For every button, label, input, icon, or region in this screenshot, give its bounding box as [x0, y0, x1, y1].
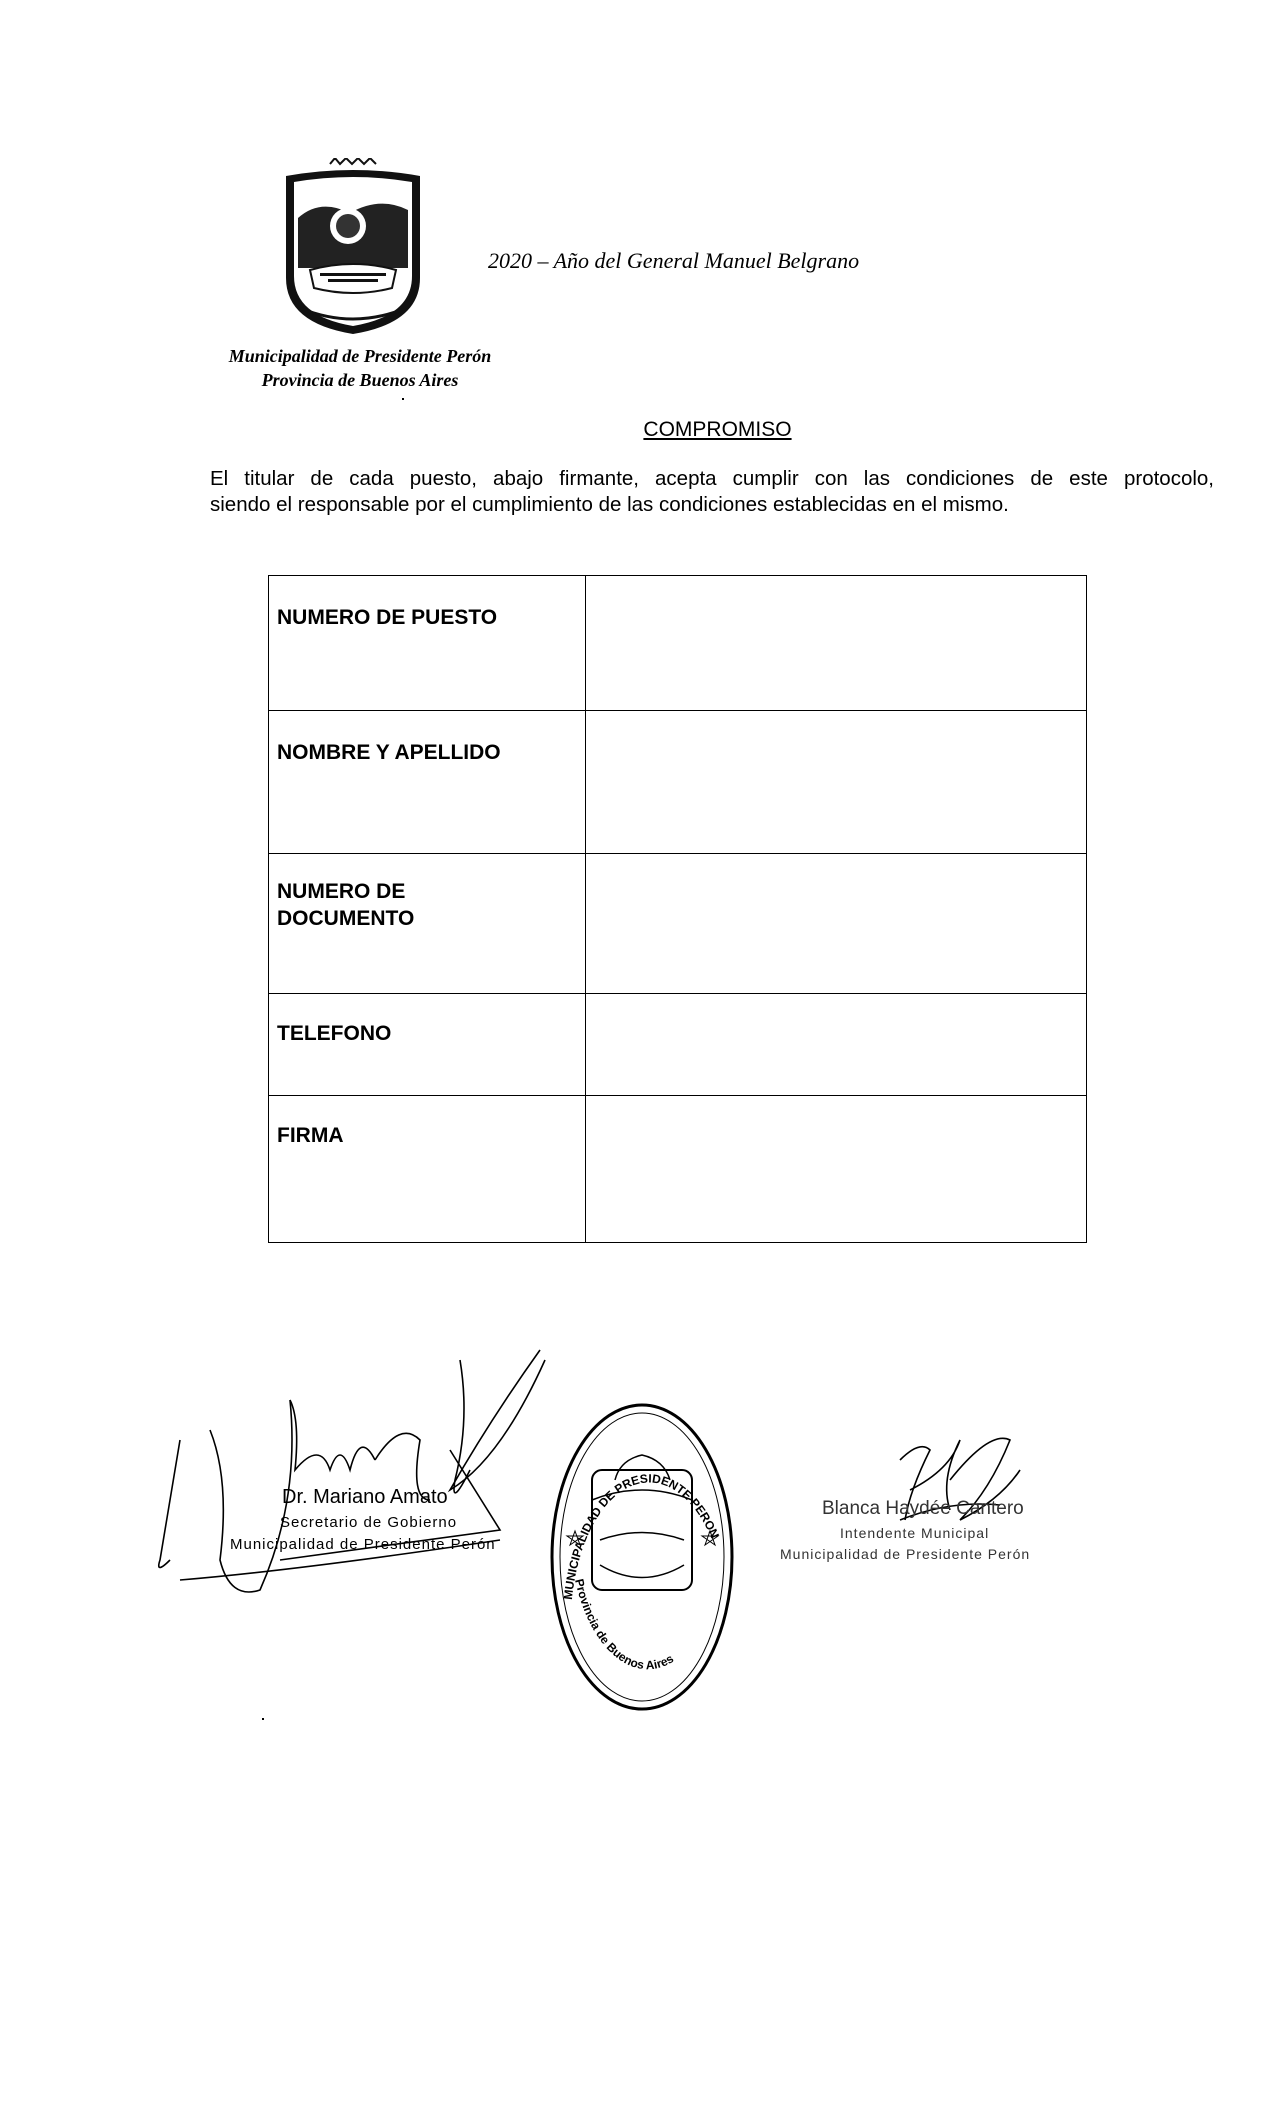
field-signature[interactable] [586, 1096, 1087, 1243]
registration-form-table [268, 575, 1087, 1243]
form-row-document-number [269, 854, 1087, 994]
paragraph-line-1: El titular de cada puesto, abajo firmante, acepta cumplir con las condiciones de este protocolo, [210, 467, 1214, 490]
label-document-number-line-2: DOCUMENTO [277, 907, 415, 930]
left-signer-organization: Municipalidad de Presidente Perón [230, 1536, 496, 1553]
document-title: COMPROMISO [643, 418, 792, 441]
municipality-name: Municipalidad de Presidente Perón [228, 346, 492, 366]
municipality-heading [200, 344, 520, 392]
left-signer-name: Dr. Mariano Amato [282, 1486, 448, 1508]
scan-speck [262, 1718, 264, 1720]
municipal-seal-icon [552, 1405, 732, 1709]
form-row-full-name [269, 711, 1087, 854]
label-phone: TELEFONO [269, 994, 586, 1096]
label-document-number-line-1: NUMERO DE [277, 880, 406, 903]
year-motto: 2020 – Año del General Manuel Belgrano [488, 248, 860, 273]
left-signer-role: Secretario de Gobierno [280, 1514, 458, 1531]
province-name: Provincia de Buenos Aires [261, 370, 459, 390]
municipal-coat-of-arms-logo [280, 158, 426, 338]
label-full-name: NOMBRE Y APELLIDO [269, 711, 586, 854]
label-stall-number: NUMERO DE PUESTO [269, 576, 586, 711]
form-row-stall-number [269, 576, 1087, 711]
field-stall-number[interactable] [586, 576, 1087, 711]
signature-scribble-left-icon [159, 1350, 545, 1592]
field-phone[interactable] [586, 994, 1087, 1096]
right-signer-role: Intendente Municipal [840, 1525, 990, 1541]
svg-text:MUNICIPALIDAD DE PRESIDENTE PE [561, 1471, 722, 1600]
seal-text-top-path: MUNICIPALIDAD DE PRESIDENTE PERON [561, 1471, 722, 1601]
label-signature: FIRMA [269, 1096, 586, 1243]
commitment-paragraph [210, 466, 1214, 518]
form-row-phone [269, 994, 1087, 1096]
svg-text:Provincia de Buenos Aires [572, 1577, 676, 1672]
field-document-number[interactable] [586, 854, 1087, 994]
field-full-name[interactable] [586, 711, 1087, 854]
paragraph-line-2: siendo el responsable por el cumplimiento de las condiciones establecidas en el mismo. [210, 493, 1009, 516]
label-document-number [269, 854, 586, 994]
form-row-signature [269, 1096, 1087, 1243]
right-signer-organization: Municipalidad de Presidente Perón [780, 1546, 1031, 1562]
scan-speck [402, 398, 404, 400]
seal-text-bottom-path: Provincia de Buenos Aires [572, 1577, 676, 1673]
right-signer-name: Blanca Haydée Cantero [822, 1498, 1024, 1519]
